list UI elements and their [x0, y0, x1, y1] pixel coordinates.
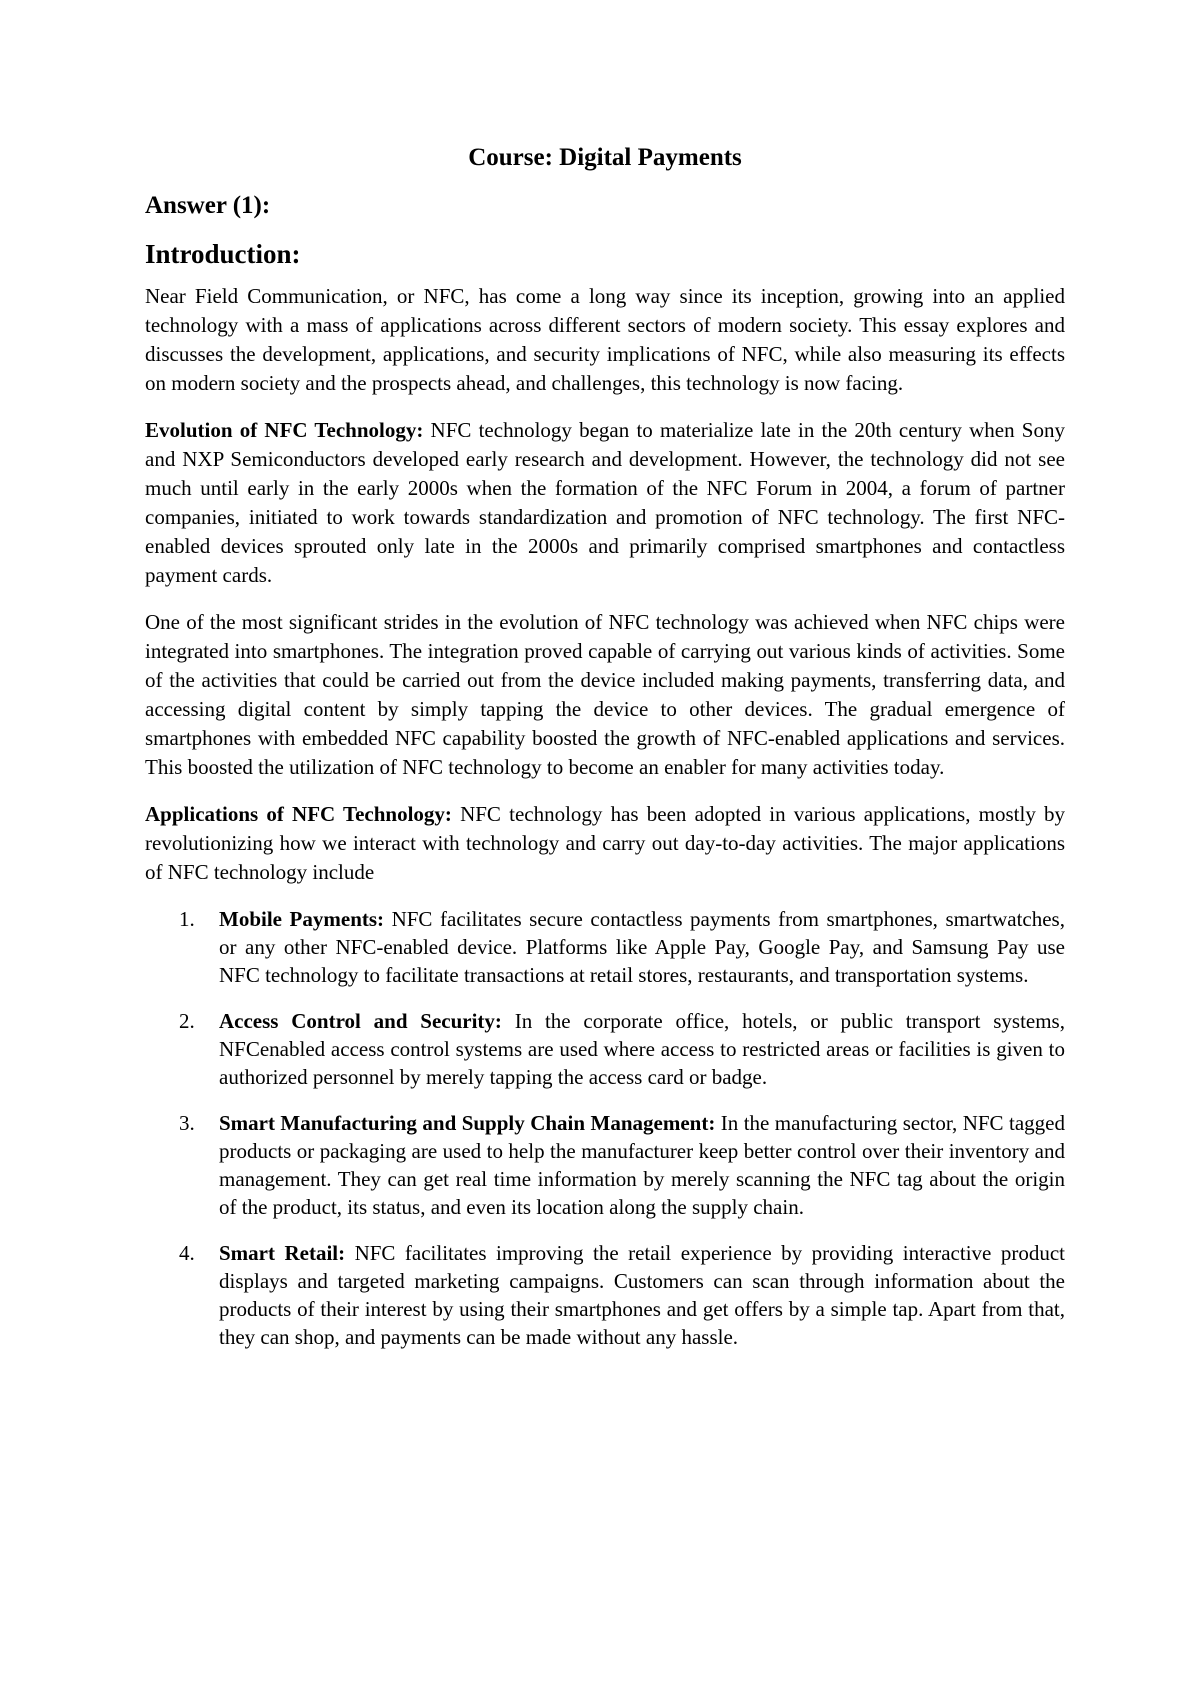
- list-item: [145, 1007, 1065, 1091]
- applications-list: [145, 905, 1065, 1351]
- list-item-text: In the manufacturing sector, NFC tagged products or packaging are used to help the manufacturer keep better control over their inventory and management. They can get real time information by merely scanning the NFC tag about the origin of the product, its status, and even its location along the supply chain.: [219, 1111, 1065, 1219]
- list-item-number: 3.: [179, 1111, 195, 1135]
- list-item-number: 1.: [179, 907, 195, 931]
- list-item-number: 2.: [179, 1009, 195, 1033]
- document-body: [145, 140, 1065, 1369]
- list-item: [145, 1239, 1065, 1351]
- list-item-number: 4.: [179, 1241, 195, 1265]
- evolution-text: NFC technology began to materialize late in the 20th century when Sony and NXP Semiconductors developed early research and development. However, the technology did not see much until early in the early 2000s when the formation of the NFC Forum in 2004, a forum of partner companies, initiated to work towards standardization and promotion of NFC technology. The first NFC-enabled devices sprouted only late in the 2000s and primarily comprised smartphones and contactless payment cards.: [145, 418, 1065, 587]
- evolution-paragraph-2: One of the most significant strides in the evolution of NFC technology was achieved when NFC chips were integrated into smartphones. The integration proved capable of carrying out various kinds of activities. Some of the activities that could be carried out from the device included making payments, transferring data, and accessing digital content by simply tapping the device to other devices. The gradual emergence of smartphones with embedded NFC capability boosted the growth of NFC-enabled applications and services. This boosted the utilization of NFC technology to become an enabler for many activities today.: [145, 610, 1065, 779]
- list-item: [145, 905, 1065, 989]
- evolution-label: Evolution of NFC Technology:: [145, 418, 424, 442]
- list-item-text: NFC facilitates improving the retail experience by providing interactive product displays and targeted marketing campaigns. Customers can scan through information about the products of their interest by using their smartphones and get offers by a simple tap. Apart from that, they can shop, and payments can be made without any hassle.: [219, 1241, 1065, 1349]
- list-item-text: In the corporate office, hotels, or public transport systems, NFCenabled access control systems are used where access to restricted areas or facilities is given to authorized personnel by merely tapping the access card or badge.: [219, 1009, 1065, 1089]
- applications-text: NFC technology has been adopted in various applications, mostly by revolutionizing how we interact with technology and carry out day-to-day activities. The major applications of NFC technology include: [145, 802, 1065, 884]
- applications-label: Applications of NFC Technology:: [145, 802, 452, 826]
- introduction-paragraph: Near Field Communication, or NFC, has come a long way since its inception, growing into an applied technology with a mass of applications across different sectors of modern society. This essay explores and discusses the development, applications, and security implications of NFC, while also measuring its effects on modern society and the prospects ahead, and challenges, this technology is now facing.: [145, 284, 1065, 395]
- list-item: [145, 1109, 1065, 1221]
- list-item-label: Smart Retail:: [219, 1241, 346, 1265]
- introduction-heading: Introduction:: [145, 239, 301, 269]
- applications-paragraph: [145, 800, 1065, 887]
- list-item-label: Mobile Payments:: [219, 907, 385, 931]
- list-item-label: Smart Manufacturing and Supply Chain Management:: [219, 1111, 716, 1135]
- answer-heading: Answer (1):: [145, 192, 271, 219]
- list-item-text: NFC facilitates secure contactless payments from smartphones, smartwatches, or any other NFC-enabled device. Platforms like Apple Pay, Google Pay, and Samsung Pay use NFC technology to facilitate transactions at retail stores, restaurants, and transportation systems.: [219, 907, 1065, 987]
- course-title: Course: Digital Payments: [468, 144, 742, 171]
- evolution-paragraph: [145, 416, 1065, 590]
- list-item-label: Access Control and Security:: [219, 1009, 502, 1033]
